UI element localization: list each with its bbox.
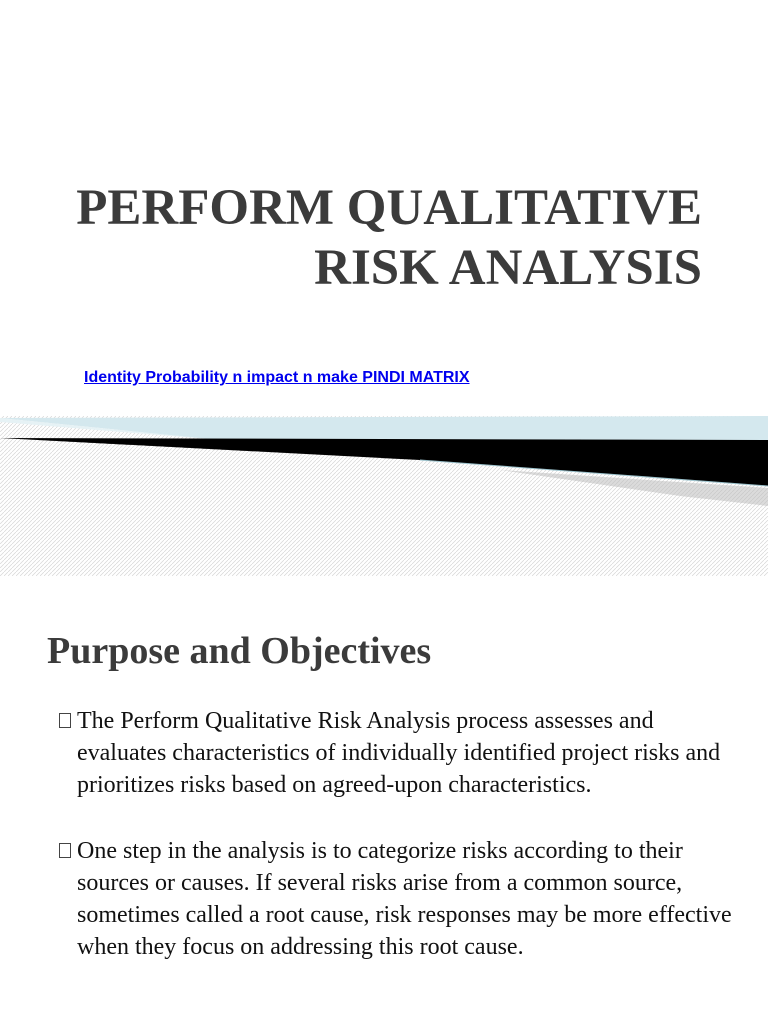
bullet-text: The Perform Qualitative Risk Analysis process assesses and evaluates characteristics of individually identified project risks and prioritizes risks based on agreed-upon characteristics.	[77, 708, 721, 798]
slide-title	[30, 178, 702, 298]
bullet-text: One step in the analysis is to categorize risks according to their sources or causes. If several risks arise from a common source, sometimes called a root cause, risk responses may be more effective when they focus on addressing this root cause.	[77, 838, 732, 960]
slide-heading: Purpose and Objectives	[47, 630, 432, 672]
subtitle-link[interactable]: Identity Probability n impact n make PINDI MATRIX	[84, 369, 470, 386]
slide-title-line-1: PERFORM QUALITATIVE	[76, 180, 702, 236]
slide-title-line-2: RISK ANALYSIS	[314, 240, 702, 296]
bullet-item	[58, 705, 738, 801]
decorative-swoosh-graphic	[0, 408, 768, 576]
bullet-item	[58, 835, 738, 963]
content-slide	[0, 576, 768, 1024]
square-bullet-icon	[59, 843, 71, 858]
square-bullet-icon	[59, 713, 71, 728]
bullet-list	[58, 705, 738, 997]
